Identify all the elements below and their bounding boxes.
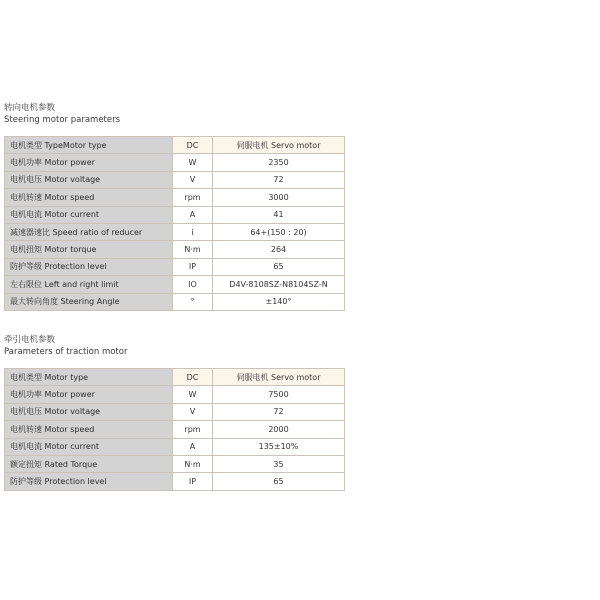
param-value: 35 [213, 455, 345, 472]
param-name: 电机扭矩 Motor torque [5, 241, 173, 258]
param-name: 防护等级 Protection level [5, 258, 173, 275]
param-value: 伺服电机 Servo motor [213, 137, 345, 154]
param-value: 135±10% [213, 438, 345, 455]
param-name: 电机电流 Motor current [5, 438, 173, 455]
param-name: 左右限位 Left and right limit [5, 276, 173, 293]
param-name: 额定扭矩 Rated Torque [5, 455, 173, 472]
param-row [5, 171, 345, 188]
param-name: 电机类型 Motor type [5, 369, 173, 386]
param-name: 电机功率 Motor power [5, 386, 173, 403]
param-value: 7500 [213, 386, 345, 403]
traction-title-cn: 牵引电机参数 [4, 335, 56, 345]
param-value: 2350 [213, 154, 345, 171]
param-value: 41 [213, 206, 345, 223]
param-unit: i [173, 223, 213, 240]
param-name: 电机转速 Motor speed [5, 189, 173, 206]
param-row [5, 137, 345, 154]
param-value: ±140° [213, 293, 345, 310]
param-unit: IO [173, 276, 213, 293]
steering-section [4, 102, 345, 311]
param-value: 72 [213, 171, 345, 188]
param-value: 264 [213, 241, 345, 258]
param-row [5, 293, 345, 310]
param-unit: rpm [173, 421, 213, 438]
param-name: 电机转速 Motor speed [5, 421, 173, 438]
param-unit: IP [173, 473, 213, 490]
param-row [5, 369, 345, 386]
param-unit: V [173, 403, 213, 420]
param-unit: W [173, 386, 213, 403]
param-row [5, 223, 345, 240]
param-unit: DC [173, 137, 213, 154]
param-unit: W [173, 154, 213, 171]
param-name: 电机电压 Motor voltage [5, 403, 173, 420]
param-value: 65 [213, 473, 345, 490]
param-row [5, 438, 345, 455]
param-row [5, 241, 345, 258]
steering-title-cn: 转向电机参数 [4, 103, 56, 113]
param-unit: N·m [173, 241, 213, 258]
param-value: 72 [213, 403, 345, 420]
param-value: 伺服电机 Servo motor [213, 369, 345, 386]
steering-title-en: Steering motor parameters [4, 115, 121, 125]
param-unit: IP [173, 258, 213, 275]
param-value: D4V-8108SZ-N8104SZ-N [213, 276, 345, 293]
traction-section [4, 334, 345, 491]
param-unit: N·m [173, 455, 213, 472]
param-unit: A [173, 438, 213, 455]
param-value: 64+(150 : 20) [213, 223, 345, 240]
param-row [5, 276, 345, 293]
param-row [5, 189, 345, 206]
param-unit: DC [173, 369, 213, 386]
param-unit: ° [173, 293, 213, 310]
param-name: 最大转向角度 Steering Angle [5, 293, 173, 310]
param-name: 电机类型 TypeMotor type [5, 137, 173, 154]
param-name: 电机电流 Motor current [5, 206, 173, 223]
param-row [5, 154, 345, 171]
param-row [5, 258, 345, 275]
param-unit: A [173, 206, 213, 223]
param-name: 防护等级 Protection level [5, 473, 173, 490]
traction-params-table [4, 368, 345, 491]
traction-title-en: Parameters of traction motor [4, 347, 128, 357]
param-row [5, 403, 345, 420]
steering-params-table [4, 136, 345, 311]
param-name: 电机功率 Motor power [5, 154, 173, 171]
param-value: 2000 [213, 421, 345, 438]
param-row [5, 206, 345, 223]
param-name: 减速器速比 Speed ratio of reducer [5, 223, 173, 240]
param-name: 电机电压 Motor voltage [5, 171, 173, 188]
param-unit: V [173, 171, 213, 188]
param-row [5, 421, 345, 438]
param-row [5, 455, 345, 472]
param-unit: rpm [173, 189, 213, 206]
param-value: 65 [213, 258, 345, 275]
param-value: 3000 [213, 189, 345, 206]
param-row [5, 386, 345, 403]
param-row [5, 473, 345, 490]
